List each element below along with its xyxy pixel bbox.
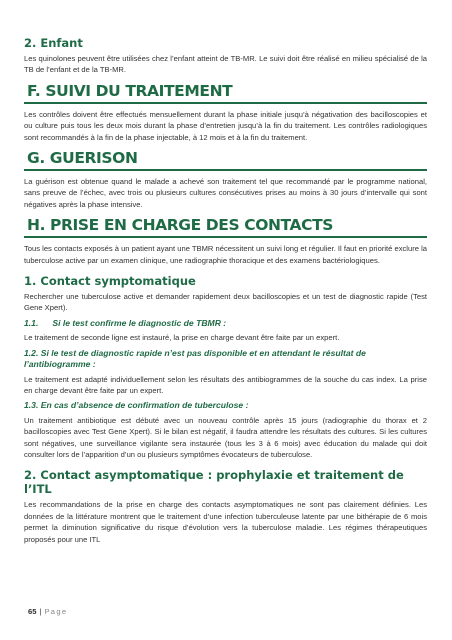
heading-contact-symptomatique: 1. Contact symptomatique: [24, 274, 196, 289]
heading-1-1-number: 1.1.: [24, 317, 39, 328]
paragraph-1-1: Le traitement de seconde ligne est instauré, la prise en charge devant être faite par un expert.: [24, 333, 340, 343]
paragraph-contact-symptomatique: Rechercher une tuberculose active et demander rapidement deux bacilloscopies et un test de diagnostic rapide (Test Gene Xpert).: [24, 292, 427, 313]
paragraph-1-3: Un traitement antibiotique est débuté avec un nouveau contrôle après 15 jours (radiographie du thorax et 2 bacilloscopies avec Test Gene Xpert). Si le bilan est négatif, il faudra attendre les résultats des cultures. Si les cultures sont négatives, une surveillance vigilante sera instaurée (tous les 3 à 6 mois) avec éducation du malade qui doit consulter lors de l’apparition d’un ou plusieurs symptômes évocateurs de tuberculose.: [24, 415, 427, 459]
paragraph-suivi-traitement: Les contrôles doivent être effectués mensuellement durant la phase initiale jusqu’à négativation des bacilloscopies et ou culture puis tous les deux mois durant la phase d’entretien jusqu’à la fin du traitement. Les contrôles radiologiques sont recommandés à la fin de la phase injectable, à 12 mois et à la fin du traitement.: [24, 109, 427, 142]
footer-separator: |: [39, 607, 42, 616]
paragraph-guerison: La guérison est obtenue quand le malade a achevé son traitement tel que recommandé par le programme national, sans preuve de l’échec, avec trois ou plusieurs cultures consécutives prises au moins à 30 jours d’intervalle qui sont négatives après la phase intensive.: [24, 177, 427, 209]
paragraph-1-2: Le traitement est adapté individuellement selon les résultats des antibiogrammes de la souche du cas index. La prise en charge devant être faite par un expert.: [24, 374, 427, 395]
page-label: Page: [44, 607, 68, 616]
document-page: [24, 24, 427, 548]
heading-1-2: 1.2. Si le test de diagnostic rapide n’est pas disponible et en attendant le résultat de l’antibiogramme :: [24, 347, 366, 370]
paragraph-contacts: Tous les contacts exposés à un patient ayant une TBMR nécessitent un suivi long et régulier. Il faut en priorité exclure la tuberculose active par un examen clinique, une radiographie thoracique et des examens bactériologiques.: [24, 244, 427, 265]
heading-enfant: 2. Enfant: [24, 36, 83, 50]
heading-suivi-traitement: F. SUIVI DU TRAITEMENT: [24, 82, 427, 104]
heading-1-1: [24, 318, 427, 329]
heading-guerison: G. GUERISON: [24, 149, 427, 171]
heading-prise-en-charge-contacts: H. PRISE EN CHARGE DES CONTACTS: [24, 216, 427, 238]
page-footer: [28, 607, 67, 616]
paragraph-contact-asymptomatique: Les recommandations de la prise en charge des contacts asymptomatiques ne sont pas clairement définies. Les données de la littérature montrent que le traitement d’une infection tuberculeuse latente par une bithérapie de 6 mois permet la diminution significative du risque d’évolution vers la tuberculose maladie. Les régimes thérapeutiques proposés pour une ITL: [24, 500, 427, 544]
heading-1-1-text: Si le test confirme le diagnostic de TBMR :: [52, 317, 227, 328]
paragraph-enfant: Les quinolones peuvent être utilisées chez l’enfant atteint de TB-MR. Le suivi doit être réalisé en milieu spécialisé de la TB de l’enfant et de la TB-MR.: [24, 54, 427, 75]
page-number: 65: [28, 607, 37, 616]
heading-1-3: 1.3. En cas d’absence de confirmation de tuberculose :: [24, 400, 249, 411]
heading-contact-asymptomatique: 2. Contact asymptomatique : prophylaxie et traitement de l’ITL: [24, 468, 404, 497]
